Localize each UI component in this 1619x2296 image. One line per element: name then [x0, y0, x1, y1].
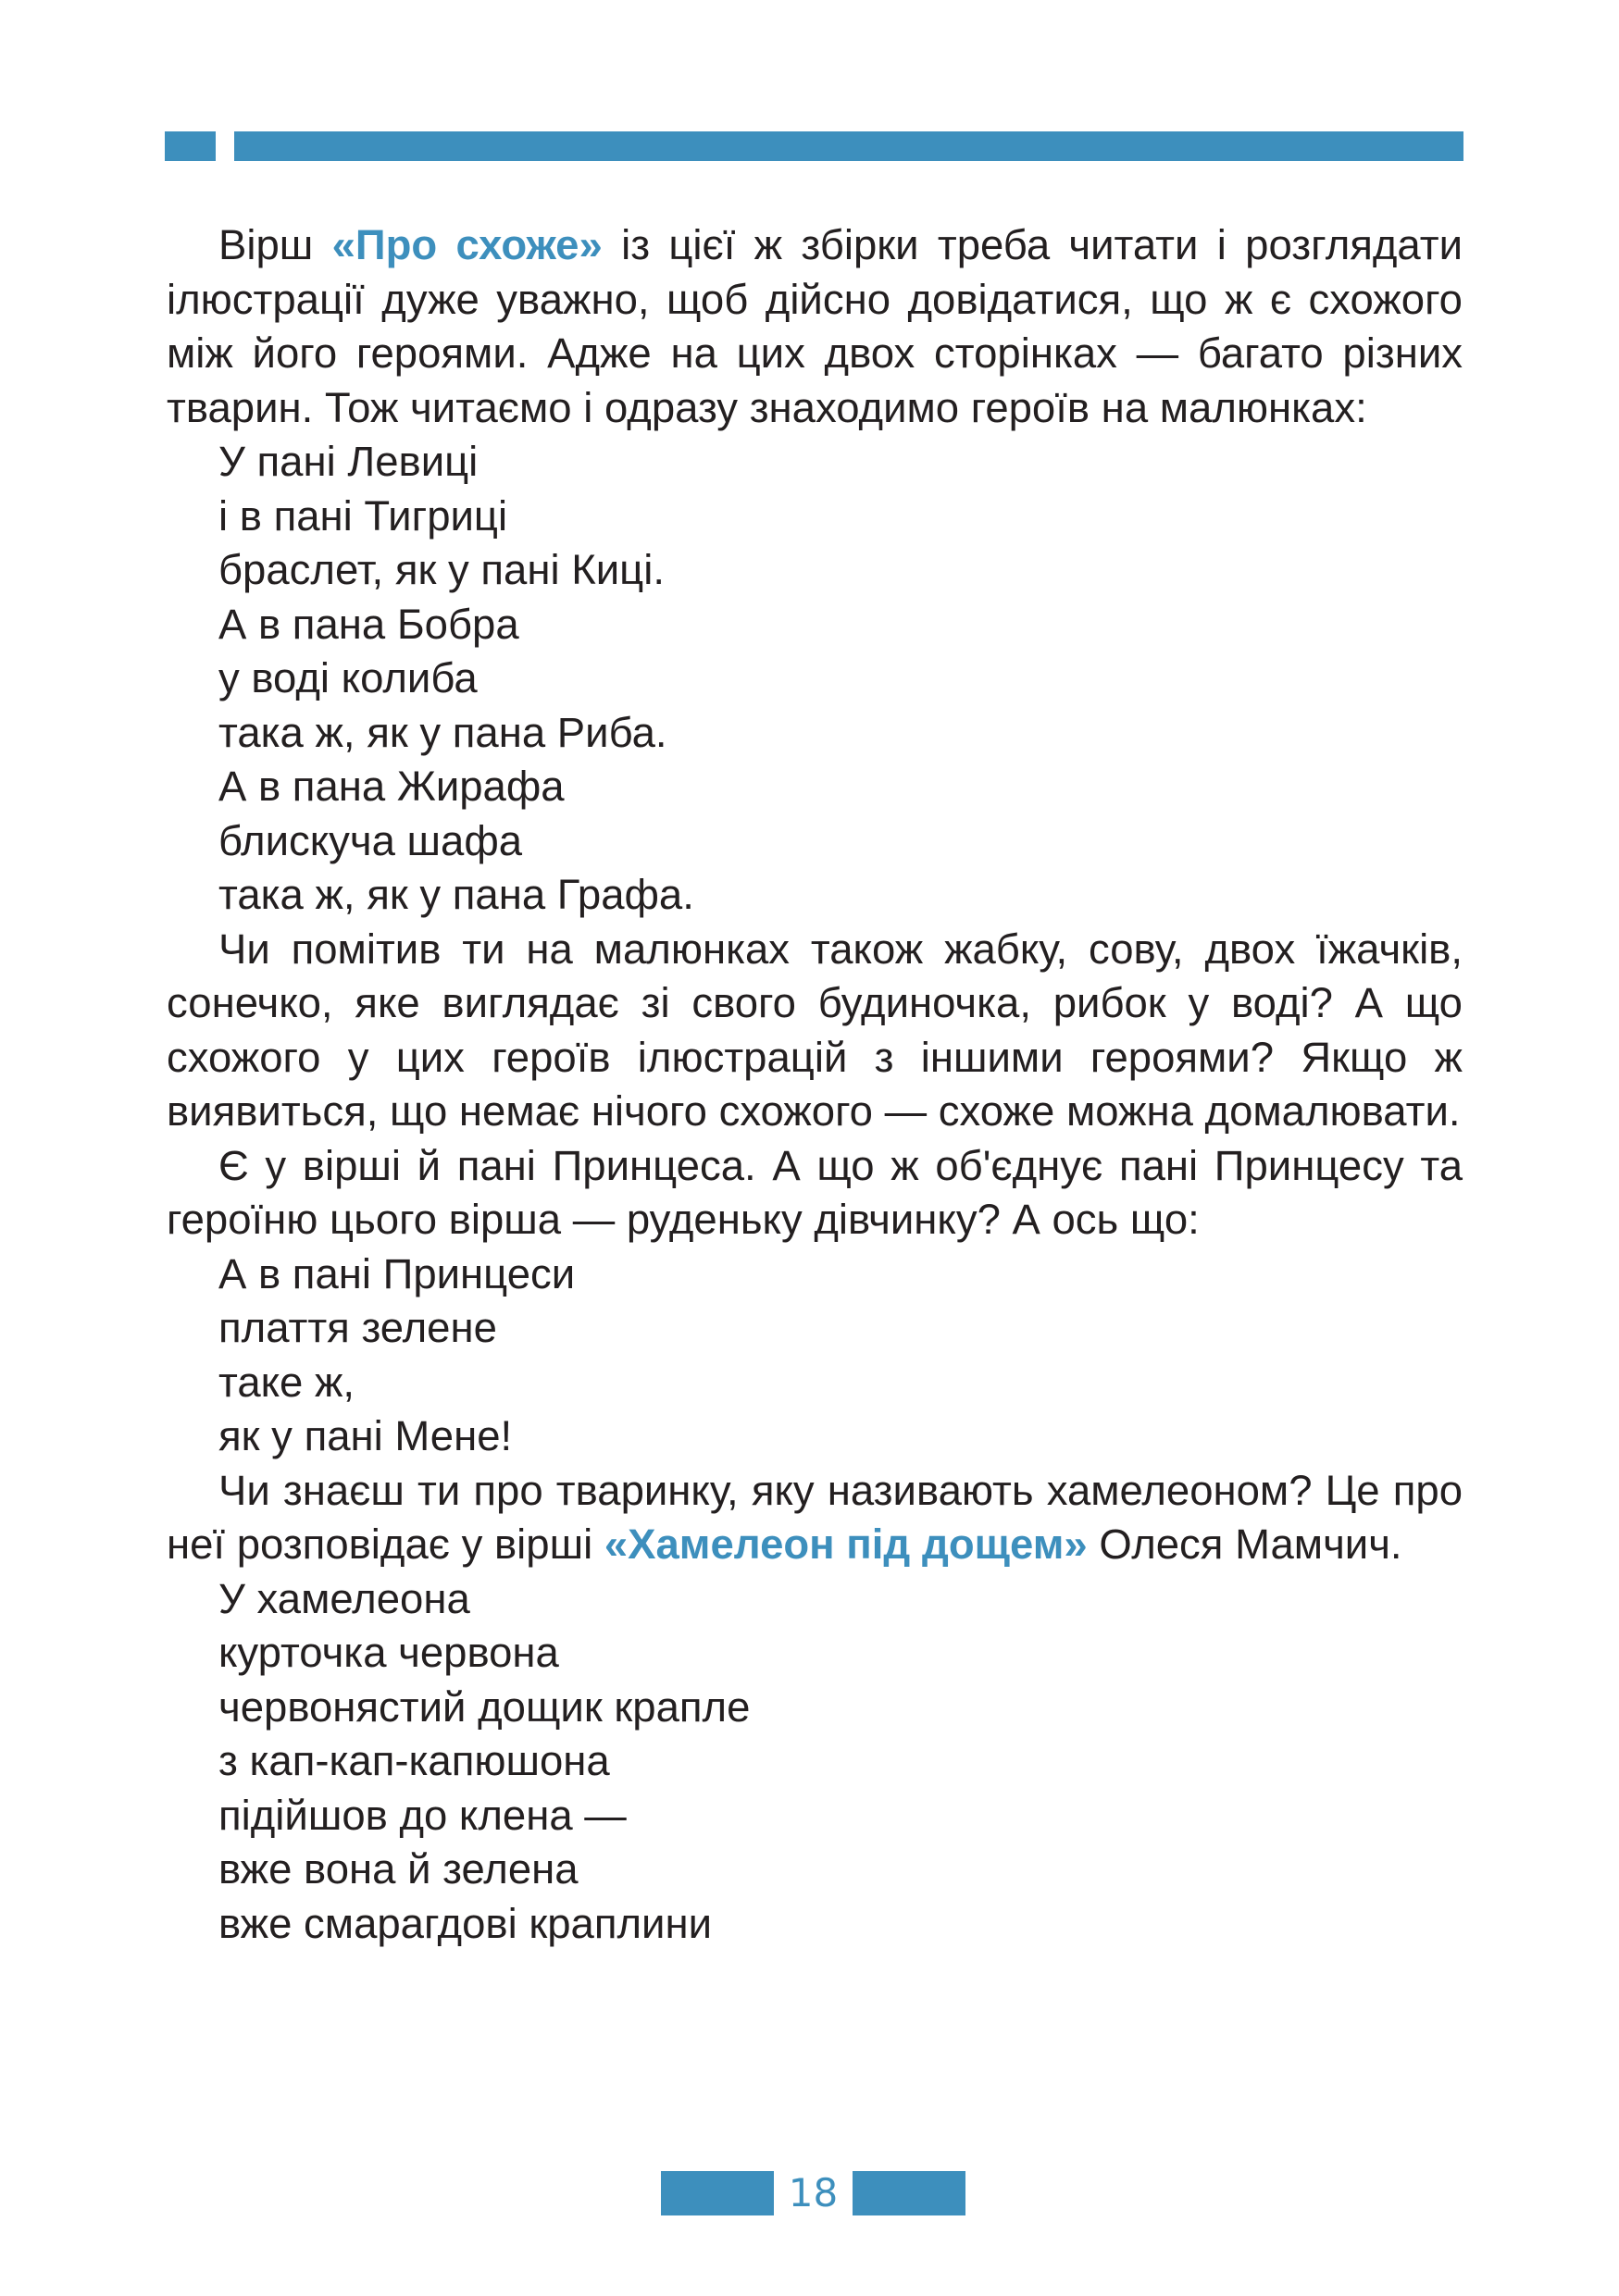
poem-title-khameleon: «Хамелеон під дощем» [604, 1520, 1088, 1568]
paragraph-1 [167, 218, 1463, 435]
header-bar-small [165, 131, 216, 161]
poem-line: вже вона й зелена [218, 1845, 579, 1893]
poem-line: У хамелеона [218, 1574, 470, 1622]
poem-line: таке ж, [218, 1358, 355, 1406]
poem-line: курточка червона [218, 1629, 559, 1676]
header-bar-long [234, 131, 1463, 161]
poem-line: У пані Левиці [218, 438, 479, 485]
poem-line: така ж, як у пана Графа. [218, 871, 694, 918]
page-number: 18 [788, 2170, 839, 2215]
poem-line: плаття зелене [218, 1304, 497, 1351]
poem-line: браслет, як у пані Киці. [218, 546, 665, 593]
footer-bar-right [853, 2171, 965, 2215]
paragraph-3: Є у вірші й пані Принцеса. А що ж об'єднує пані Принцесу та героїню цього вірша — руденьку дівчинку? А ось що: [167, 1141, 1463, 1243]
poem-3 [167, 1572, 1463, 1952]
paragraph-4-pre: Чи знаєш ти про тваринку, яку називають хамелеоном? Це про неї розповідає у вірші [167, 1466, 1463, 1568]
footer-bar-left [661, 2171, 774, 2215]
poem-line: підійшов до клена — [218, 1791, 627, 1839]
paragraph-1-pre: Вірш [218, 221, 332, 268]
page-content [167, 218, 1463, 1951]
paragraph-4-post: Олеся Мамчич. [1087, 1520, 1402, 1568]
paragraph-1-post: із цієї ж збірки треба читати і розглядати ілюстрації дуже уважно, щоб дійсно довідатися, що ж є схожого між його героями. Адже на цих двох сторінках — багато різних тварин. Тож читаємо і одразу знаходимо героїв на малюнках: [167, 221, 1463, 431]
poem-2 [167, 1247, 1463, 1464]
poem-line: у воді колиба [218, 654, 478, 701]
poem-title-pro-skhozhe: «Про схоже» [331, 221, 603, 268]
poem-line: як у пані Мене! [218, 1412, 513, 1459]
poem-line: така ж, як у пана Риба. [218, 708, 667, 756]
poem-line: вже смарагдові краплини [218, 1899, 712, 1947]
paragraph-4 [167, 1464, 1463, 1572]
poem-line: А в пані Принцеси [218, 1249, 576, 1297]
poem-line: А в пана Бобра [218, 600, 519, 648]
poem-line: з кап-кап-капюшона [218, 1737, 610, 1784]
poem-line: червонястий дощик крапле [218, 1682, 751, 1731]
poem-1 [167, 435, 1463, 923]
poem-line: А в пана Жирафа [218, 763, 565, 810]
paragraph-2: Чи помітив ти на малюнках також жабку, сову, двох їжачків, сонечко, яке виглядає зі свого будиночка, рибок у воді? А що схожого у цих героїв ілюстрацій з іншими героями? Якщо ж виявиться, що немає нічого схожого — схоже можна домалювати. [167, 925, 1463, 1135]
poem-line: і в пані Тигриці [218, 491, 508, 540]
poem-line: блискуча шафа [218, 816, 523, 864]
